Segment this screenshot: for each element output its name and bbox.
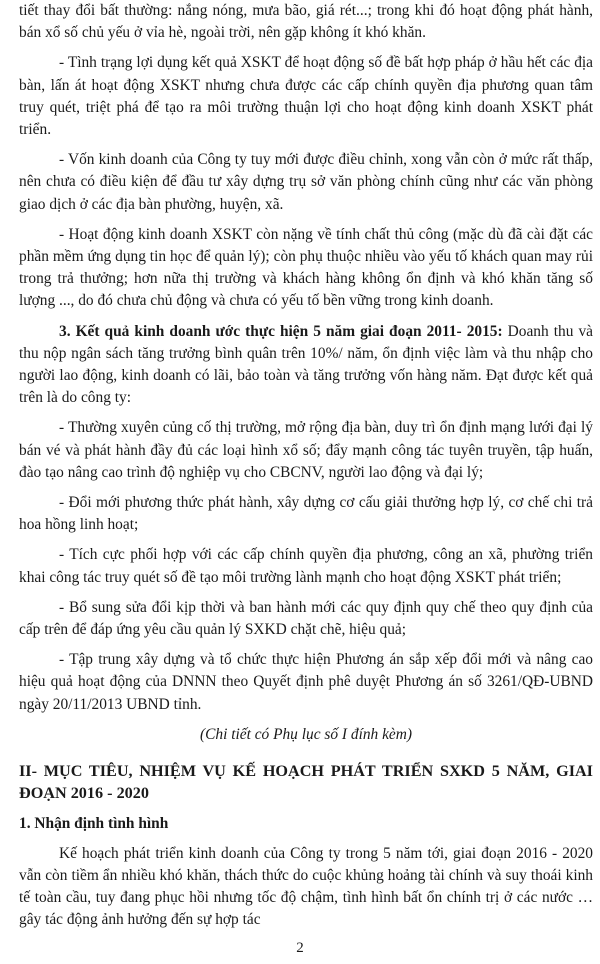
section-3-heading: 3. Kết quả kinh doanh ước thực hiện 5 năm giai đoạn 2011- 2015: bbox=[59, 322, 503, 340]
difficulty-paragraph-3: - Hoạt động kinh doanh XSKT còn nặng về tính chất thủ công (mặc dù đã cài đặt các phần mềm ứng dụng tin học để quản lý); còn phụ thuộc nhiều vào yếu tố khách quan may rủi trong trả thưởng; hơn nữa thị trường và khách hàng không ổn định và khó khăn tăng số lượng ..., do đó chưa chủ động và chưa có yếu tố bền vững trong kinh doanh. bbox=[19, 225, 593, 310]
result-paragraph-2: - Đổi mới phương thức phát hành, xây dựng cơ cấu giải thưởng hợp lý, cơ chế chi trả hoa hồng linh hoạt; bbox=[19, 494, 593, 534]
subsection-1-heading: 1. Nhận định tình hình bbox=[19, 814, 169, 832]
difficulty-paragraph-2: - Vốn kinh doanh của Công ty tuy mới được điều chỉnh, xong vẫn còn ở mức rất thấp, nên chưa có điều kiện để đầu tư xây dựng trụ sở văn phòng chính cũng như các văn phòng giao dịch ở các địa bàn phường, huyện, xã. bbox=[19, 151, 593, 213]
section-ii-heading: II- MỤC TIÊU, NHIỆM VỤ KẾ HOẠCH PHÁT TRIỂN SXKD 5 NĂM, GIAI ĐOẠN 2016 - 2020 bbox=[19, 762, 593, 803]
result-paragraph-4: - Bổ sung sửa đổi kịp thời và ban hành mới các quy định quy chế theo quy định của cấp trên để đáp ứng yêu cầu quản lý SXKD chặt chẽ, hiệu quả; bbox=[19, 598, 593, 639]
intro-continuation-paragraph: tiết thay đổi bất thường: nắng nóng, mưa bão, giá rét...; trong khi đó hoạt động phát hành, bán xổ số chủ yếu ở vỉa hè, ngoài trời, nên gặp không ít khó khăn. bbox=[19, 2, 593, 42]
section-3-text: Doanh thu và thu nộp ngân sách tăng trưởng bình quân trên 10%/ năm, ổn định việc làm và thu nhập cho người lao động, kinh doanh có lãi, bảo toàn và tăng trưởng vốn hàng năm. Đạt được kết quả trên là do công ty: bbox=[19, 322, 593, 407]
difficulty-paragraph-1: - Tình trạng lợi dụng kết quả XSKT để hoạt động số đề bất hợp pháp ở hầu hết các địa bàn, lấn át hoạt động XSKT nhưng chưa được các cấp chính quyền địa phương quan tâm truy quét, triệt phá để tạo ra môi trường thuận lợi cho hoạt động kinh doanh XSKT phát triển. bbox=[19, 54, 593, 139]
result-paragraph-3: - Tích cực phối hợp với các cấp chính quyền địa phương, công an xã, phường triển khai công tác truy quét số đề tạo môi trường lành mạnh cho hoạt động XSKT phát triển; bbox=[19, 546, 593, 586]
result-paragraph-1: - Thường xuyên củng cố thị trường, mở rộng địa bàn, duy trì ổn định mạng lưới đại lý bán vé và phát hành đầy đủ các loại hình xổ số; đẩy mạnh công tác tuyên truyền, tập huấn, đào tạo nâng cao trình độ nghiệp vụ cho CBCNV, người lao động và đại lý; bbox=[19, 419, 593, 481]
appendix-note: (Chi tiết có Phụ lục số I đính kèm) bbox=[200, 725, 412, 743]
page-number: 2 bbox=[296, 940, 304, 956]
section-3-paragraph bbox=[19, 321, 593, 410]
result-paragraph-5: - Tập trung xây dựng và tổ chức thực hiện Phương án sắp xếp đổi mới và nâng cao hiệu quả hoạt động của DNNN theo Quyết định phê duyệt Phương án số 3261/QĐ-UBND ngày 20/11/2013 UBND tỉnh. bbox=[19, 651, 593, 713]
document-page bbox=[19, 0, 593, 932]
subsection-1-paragraph: Kế hoạch phát triển kinh doanh của Công ty trong 5 năm tới, giai đoạn 2016 - 2020 vẫn còn tiềm ẩn nhiều khó khăn, thách thức do cuộc khủng hoảng tài chính và suy thoái kinh tế toàn cầu, tuy đang phục hồi nhưng tốc độ chậm, tình hình bất ổn chính trị ở các nước … gây tác động ảnh hưởng đến sự hợp tác bbox=[19, 844, 593, 929]
